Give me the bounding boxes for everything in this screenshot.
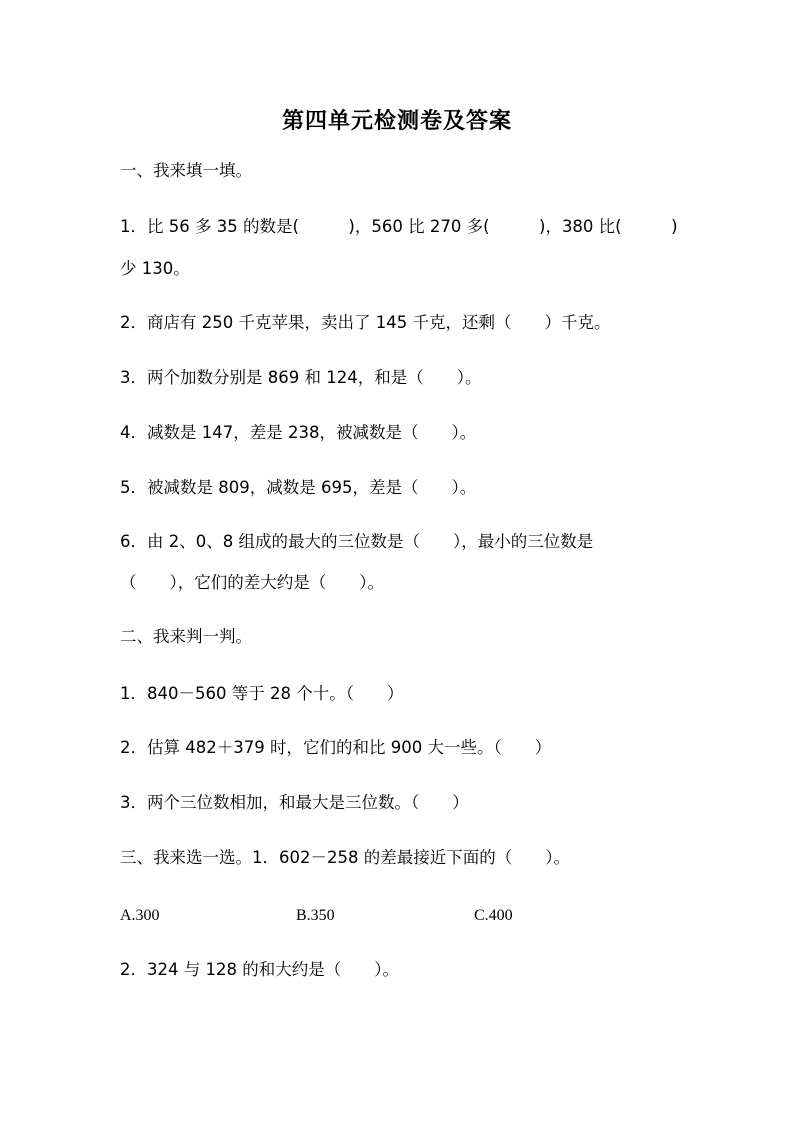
question-1-4: 4．减数是 147，差是 238，被减数是（ ）。 bbox=[120, 423, 477, 442]
question-2-2: 2．估算 482＋379 时，它们的和比 900 大一些。（ ） bbox=[120, 738, 552, 757]
option-c: C.400 bbox=[474, 907, 513, 924]
section-1-heading: 一、我来填一填。 bbox=[120, 161, 252, 180]
question-1-1-continued: 少 130。 bbox=[120, 259, 190, 278]
question-1-2: 2．商店有 250 千克苹果，卖出了 145 千克，还剩（ ）千克。 bbox=[120, 313, 611, 332]
question-2-3: 3．两个三位数相加，和最大是三位数。（ ） bbox=[120, 793, 469, 812]
question-1-1: 1．比 56 多 35 的数是( )，560 比 270 多( )，380 比( ) bbox=[120, 217, 678, 236]
question-1-6-continued: （ ），它们的差大约是（ ）。 bbox=[120, 573, 384, 592]
section-2-heading: 二、我来判一判。 bbox=[120, 627, 252, 646]
question-1-3: 3．两个加数分别是 869 和 124，和是（ ）。 bbox=[120, 368, 482, 387]
section-3-heading-question-3-1: 三、我来选一选。1．602－258 的差最接近下面的（ ）。 bbox=[120, 848, 570, 867]
question-1-5: 5．被减数是 809，减数是 695，差是（ ）。 bbox=[120, 478, 477, 497]
question-3-2: 2．324 与 128 的和大约是（ ）。 bbox=[120, 960, 399, 979]
option-b: B.350 bbox=[296, 907, 335, 924]
question-1-6: 6．由 2、0、8 组成的最大的三位数是（ ），最小的三位数是 bbox=[120, 532, 594, 551]
page-title: 第四单元检测卷及答案 bbox=[281, 109, 512, 134]
option-a: A.300 bbox=[120, 907, 160, 924]
question-2-1: 1．840－560 等于 28 个十。（ ） bbox=[120, 684, 404, 703]
